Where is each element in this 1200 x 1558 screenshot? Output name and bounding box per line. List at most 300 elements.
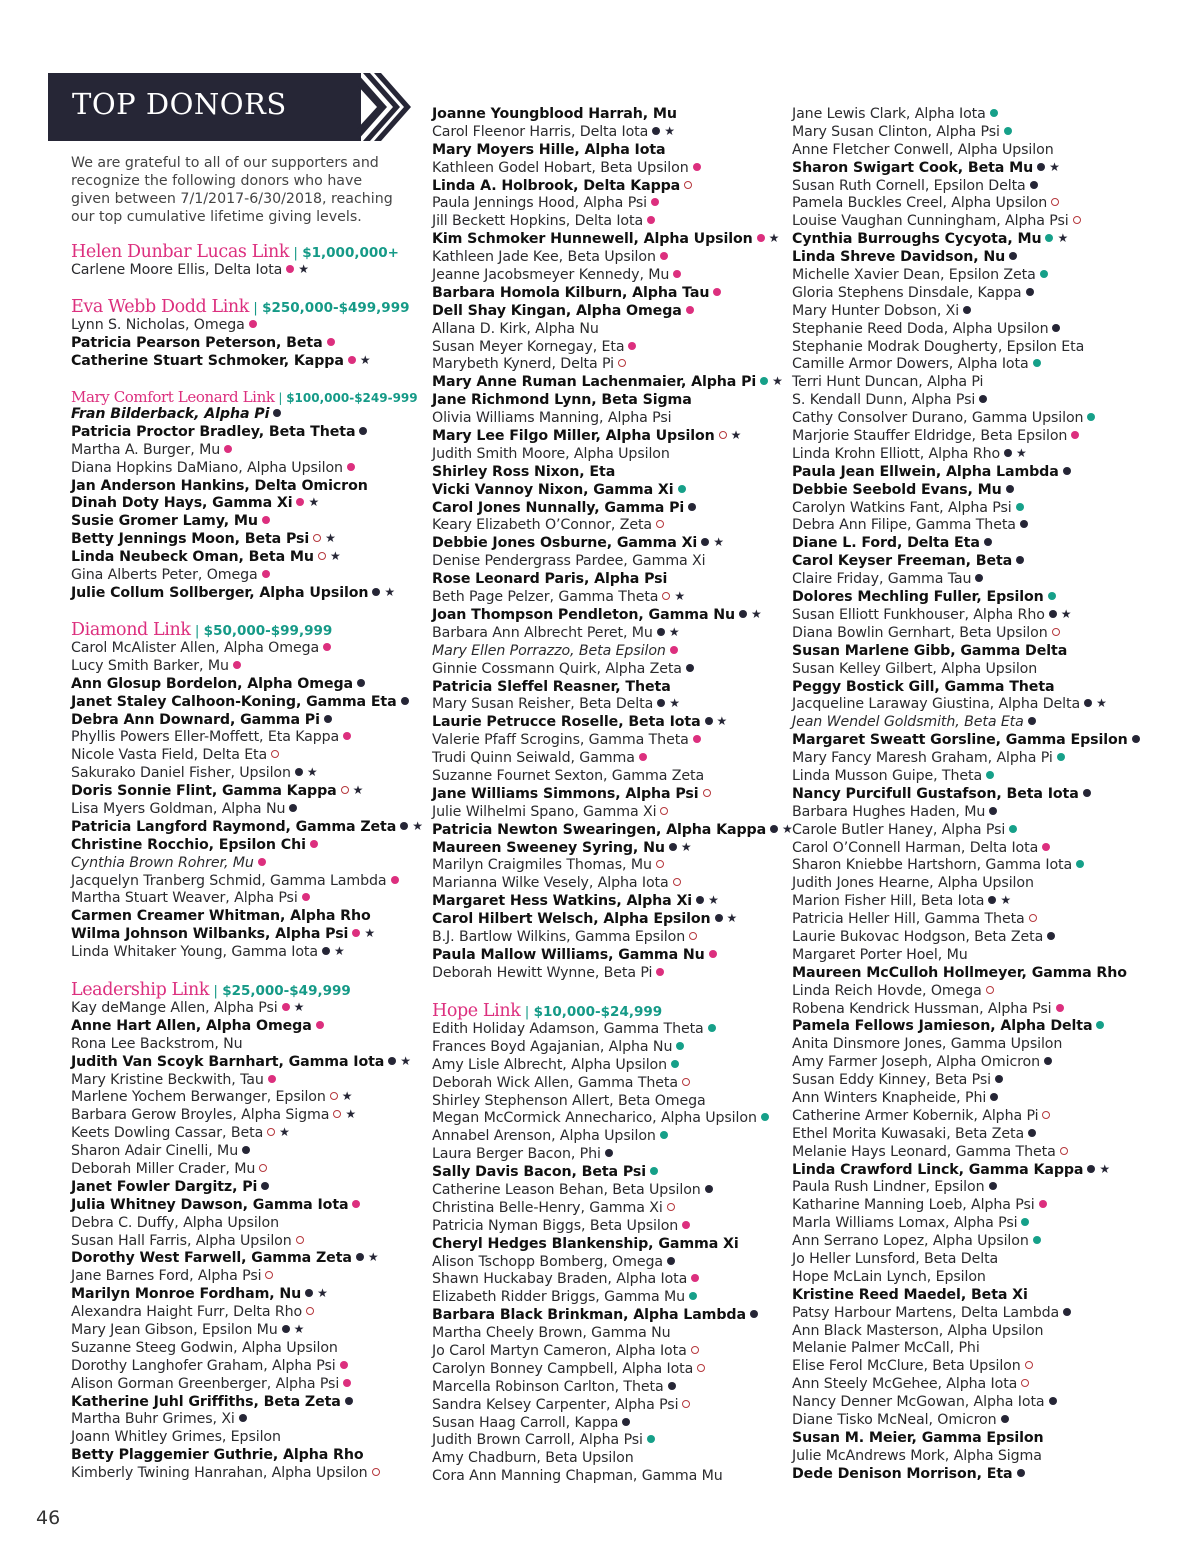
donor-entry	[71, 1286, 411, 1304]
donor-name: Annabel Arenson, Alpha Upsilon	[432, 1128, 656, 1145]
donor-entry	[432, 893, 793, 911]
ring-icon	[318, 552, 326, 560]
donor-name: Shirley Ross Nixon, Eta	[432, 463, 616, 480]
donor-entry	[432, 1218, 769, 1236]
donor-name: Deborah Miller Crader, Mu	[71, 1161, 256, 1178]
pink-dot-icon	[352, 1200, 360, 1208]
pink-dot-icon	[268, 1075, 276, 1083]
pink-dot-icon	[682, 1221, 690, 1229]
donor-name: Carolyn Bonney Campbell, Alpha Iota	[432, 1360, 694, 1377]
donor-list-helen	[71, 262, 309, 280]
star-icon: ★	[772, 374, 783, 389]
donor-name: Frances Boyd Agajanian, Alpha Nu	[432, 1038, 673, 1055]
donor-entry	[432, 213, 793, 231]
donor-name: Betty Plaggemier Guthrie, Alpha Rho	[71, 1447, 364, 1464]
ring-icon	[1025, 1361, 1033, 1369]
pink-dot-icon	[691, 1274, 699, 1282]
dark-dot-icon	[989, 1182, 997, 1190]
donor-name: Mary Lee Filgo Miller, Alpha Upsilon	[432, 428, 715, 445]
dark-dot-icon	[1049, 610, 1057, 618]
donor-name: Peggy Bostick Gill, Gamma Theta	[792, 678, 1055, 695]
donor-entry	[71, 1268, 411, 1286]
pink-dot-icon	[628, 342, 636, 350]
pink-dot-icon	[1039, 1200, 1047, 1208]
donor-name: Catherine Armer Kobernik, Alpha Pi	[792, 1107, 1039, 1124]
dark-dot-icon	[669, 843, 677, 851]
pink-dot-icon	[647, 216, 655, 224]
donor-entry	[432, 714, 793, 732]
pink-dot-icon	[660, 252, 668, 260]
donor-name: Ann Serrano Lopez, Alpha Upsilon	[792, 1233, 1029, 1250]
page-title: TOP DONORS	[72, 87, 287, 121]
dark-dot-icon	[979, 395, 987, 403]
donor-entry	[71, 1340, 411, 1358]
star-icon: ★	[708, 893, 719, 908]
donor-name: Betty Jennings Moon, Beta Psi	[71, 531, 310, 548]
donor-name: Patricia Proctor Bradley, Beta Theta	[71, 423, 356, 440]
donor-entry	[432, 875, 793, 893]
dark-dot-icon	[295, 768, 303, 776]
donor-entry	[432, 804, 793, 822]
star-icon: ★	[329, 549, 341, 564]
donor-entry	[71, 1233, 411, 1251]
donor-entry	[432, 1379, 769, 1397]
donor-name: Carol Hilbert Welsch, Alpha Epsilon	[432, 911, 711, 928]
donor-name: Barbara Homola Kilburn, Alpha Tau	[432, 284, 710, 301]
pink-dot-icon	[258, 858, 266, 866]
donor-entry	[792, 1376, 1140, 1394]
teal-dot-icon	[760, 377, 768, 385]
donor-name: Joan Thompson Pendleton, Gamma Nu	[432, 606, 736, 623]
donor-entry	[432, 428, 793, 446]
teal-dot-icon	[676, 1042, 684, 1050]
donor-name: Carol Jones Nunnally, Gamma Pi	[432, 499, 685, 516]
donor-entry	[792, 607, 1140, 625]
teal-dot-icon	[986, 771, 994, 779]
star-icon: ★	[1016, 445, 1027, 460]
star-icon: ★	[325, 531, 336, 546]
donor-name: Olivia Williams Manning, Alpha Psi	[432, 410, 672, 427]
donor-name: Jo Heller Lunsford, Beta Delta	[792, 1251, 999, 1267]
dark-dot-icon	[988, 896, 996, 904]
donor-entry	[792, 643, 1140, 661]
pink-dot-icon	[639, 753, 647, 761]
donor-name: Louise Vaughan Cunningham, Alpha Psi	[792, 213, 1069, 230]
donor-entry	[432, 178, 793, 196]
donor-entry	[71, 1197, 411, 1215]
donor-name: Patsy Harbour Martens, Delta Lambda	[792, 1304, 1060, 1321]
dark-dot-icon	[1087, 1165, 1095, 1173]
dark-dot-icon	[688, 503, 696, 511]
donor-name: Lisa Myers Goldman, Alpha Nu	[71, 801, 286, 818]
donor-entry	[71, 1000, 411, 1018]
donor-name: Patricia Sleffel Reasner, Theta	[432, 678, 671, 695]
donor-name: Mary Fancy Maresh Graham, Alpha Pi	[792, 750, 1053, 767]
pink-dot-icon	[709, 950, 717, 958]
donor-entry	[792, 857, 1140, 875]
donor-name: Linda Crawford Linck, Gamma Kappa	[792, 1161, 1084, 1178]
donor-entry	[71, 478, 395, 496]
donor-name: Laura Berger Bacon, Phi	[432, 1146, 601, 1163]
donor-name: Ann Glosup Bordelon, Alpha Omega	[71, 675, 353, 692]
dark-dot-icon	[1028, 1129, 1036, 1137]
donor-name: Sally Davis Bacon, Beta Psi	[432, 1164, 647, 1181]
donor-entry	[71, 640, 423, 658]
donor-entry	[792, 1001, 1140, 1019]
donor-entry	[432, 1021, 769, 1039]
dark-dot-icon	[1083, 789, 1091, 797]
donor-entry	[792, 1394, 1140, 1412]
pink-dot-icon	[757, 234, 765, 242]
donor-name: Jacqueline Laraway Giustina, Alpha Delta	[792, 696, 1081, 713]
dark-dot-icon	[622, 1418, 630, 1426]
star-icon: ★	[1096, 696, 1107, 711]
dark-dot-icon	[1132, 735, 1140, 743]
donor-entry	[432, 410, 793, 428]
donor-name: Nancy Purcifull Gustafson, Beta Iota	[792, 785, 1079, 802]
ring-icon	[271, 750, 279, 758]
donor-name: Julie Collum Sollberger, Alpha Upsilon	[71, 584, 369, 601]
donor-entry	[792, 1305, 1140, 1323]
donor-name: Patricia Newton Swearingen, Alpha Kappa	[432, 821, 767, 838]
donor-name: Dell Shay Kingan, Alpha Omega	[432, 302, 682, 319]
ring-icon	[341, 786, 349, 794]
donor-entry	[71, 442, 395, 460]
star-icon: ★	[352, 783, 364, 798]
donor-entry	[432, 142, 793, 160]
pink-dot-icon	[282, 1003, 290, 1011]
donor-entry	[432, 160, 793, 178]
star-icon: ★	[674, 589, 686, 604]
donor-name: Ginnie Cossmann Quirk, Alpha Zeta	[432, 660, 682, 677]
donor-entry	[432, 1039, 769, 1057]
donor-entry	[71, 531, 395, 549]
donor-name: Lynn S. Nicholas, Omega	[71, 317, 245, 333]
dark-dot-icon	[1044, 1057, 1052, 1065]
donor-name: Cora Ann Manning Chapman, Gamma Mu	[432, 1468, 723, 1485]
donor-name: Dolores Mechling Fuller, Epsilon	[792, 589, 1044, 606]
donor-entry	[432, 1307, 769, 1325]
dark-dot-icon	[701, 538, 709, 546]
pink-dot-icon	[713, 288, 721, 296]
donor-name: Laurie Bukovac Hodgson, Beta Zeta	[792, 928, 1044, 945]
teal-dot-icon	[1016, 503, 1024, 511]
donor-name: Kay deMange Allen, Alpha Psi	[71, 1000, 278, 1016]
donor-name: Janet Fowler Dargitz, Pi	[71, 1178, 258, 1195]
donor-entry	[432, 303, 793, 321]
donor-name: Diana Bowlin Gernhart, Beta Upsilon	[792, 624, 1048, 641]
donor-name: Jan Anderson Hankins, Delta Omicron	[71, 477, 368, 494]
ring-icon	[296, 1236, 304, 1244]
donor-entry	[432, 1182, 769, 1200]
donor-name: Julie Wilhelmi Spano, Gamma Xi	[432, 803, 657, 820]
donor-name: Diane L. Ford, Delta Eta	[792, 535, 980, 552]
pink-dot-icon	[1042, 843, 1050, 851]
dark-dot-icon	[401, 697, 409, 705]
donor-name: Dinah Doty Hays, Gamma Xi	[71, 495, 293, 512]
donor-entry	[71, 1358, 411, 1376]
donor-name: Diane Tisko McNeal, Omicron	[792, 1412, 997, 1429]
donor-name: Valerie Pfaff Scrogins, Gamma Theta	[432, 732, 689, 749]
donor-entry	[792, 339, 1140, 357]
donor-entry	[792, 768, 1140, 786]
donor-name: Linda Neubeck Oman, Beta Mu	[71, 549, 314, 566]
donor-entry	[71, 567, 395, 585]
donor-entry	[432, 1200, 769, 1218]
donor-name: B.J. Bartlow Wilkins, Gamma Epsilon	[432, 928, 686, 945]
donor-entry	[432, 965, 793, 983]
donor-entry	[432, 625, 793, 643]
star-icon: ★	[1000, 893, 1012, 908]
donor-entry	[71, 944, 423, 962]
teal-dot-icon	[1087, 413, 1095, 421]
heading-hope-link: Hope Link | $10,000-$24,999	[432, 1001, 663, 1021]
donor-name: Margaret Sweatt Gorsline, Gamma Epsilon	[792, 732, 1128, 749]
donor-name: Susan Meyer Kornegay, Eta	[432, 338, 625, 355]
donor-entry	[792, 428, 1140, 446]
donor-name: Debbie Jones Osburne, Gamma Xi	[432, 535, 698, 552]
donor-name: Barbara Hughes Haden, Mu	[792, 803, 986, 820]
donor-name: Katharine Manning Loeb, Alpha Psi	[792, 1197, 1035, 1214]
donor-entry	[432, 392, 793, 410]
teal-dot-icon	[1004, 127, 1012, 135]
pink-dot-icon	[693, 735, 701, 743]
donor-entry	[71, 585, 395, 603]
donor-entry	[432, 750, 793, 768]
donor-entry	[792, 464, 1140, 482]
donor-name: Shawn Huckabay Braden, Alpha Iota	[432, 1271, 688, 1288]
donor-entry	[432, 356, 793, 374]
donor-name: Sharon Kniebbe Hartshorn, Gamma Iota	[792, 857, 1073, 874]
donor-entry	[432, 1093, 769, 1111]
ring-icon	[259, 1164, 267, 1172]
donor-entry	[71, 353, 371, 371]
donor-name: Barbara Gerow Broyles, Alpha Sigma	[71, 1107, 330, 1124]
donor-entry	[432, 124, 793, 142]
teal-dot-icon	[1076, 860, 1084, 868]
donor-name: Rose Leonard Paris, Alpha Psi	[432, 571, 668, 588]
donor-name: Suzanne Steeg Godwin, Alpha Upsilon	[71, 1339, 338, 1356]
teal-dot-icon	[1033, 359, 1041, 367]
dark-dot-icon	[400, 822, 408, 830]
dark-dot-icon	[1001, 1415, 1009, 1423]
donor-name: Deborah Wick Allen, Gamma Theta	[432, 1074, 678, 1091]
donor-name: Patricia Langford Raymond, Gamma Zeta	[71, 818, 397, 835]
donor-entry	[71, 1143, 411, 1161]
donor-entry	[792, 392, 1140, 410]
star-icon: ★	[751, 606, 762, 621]
donor-entry	[71, 1411, 411, 1429]
donor-list-diamond	[71, 640, 423, 962]
donor-entry	[792, 195, 1140, 213]
donor-entry	[792, 929, 1140, 947]
donor-entry	[792, 553, 1140, 571]
donor-entry	[792, 1269, 1140, 1287]
dark-dot-icon	[770, 825, 778, 833]
donor-entry	[792, 482, 1140, 500]
donor-entry	[792, 1054, 1140, 1072]
pink-dot-icon	[296, 498, 304, 506]
donor-name: Linda Krohn Elliott, Alpha Rho	[792, 445, 1001, 462]
donor-name: Susie Gromer Lamy, Mu	[71, 513, 258, 530]
donor-entry	[432, 822, 793, 840]
donor-entry	[432, 1468, 769, 1486]
dark-dot-icon	[1026, 288, 1034, 296]
pink-dot-icon	[262, 570, 270, 578]
donor-list-hope	[432, 1021, 769, 1486]
donor-name: Judith Smith Moore, Alpha Upsilon	[432, 445, 670, 462]
donor-entry	[432, 1325, 769, 1343]
donor-entry	[71, 317, 371, 335]
teal-dot-icon	[671, 1060, 679, 1068]
heading-mary-comfort-leonard-link: Mary Comfort Leonard Link | $100,000-$249-999	[71, 388, 418, 406]
donor-name: Linda A. Holbrook, Delta Kappa	[432, 177, 681, 194]
donor-name: Carol O’Connell Harman, Delta Iota	[792, 839, 1039, 856]
donor-entry	[432, 321, 793, 339]
donor-entry	[792, 356, 1140, 374]
ring-icon	[682, 1078, 690, 1086]
donor-name: Linda Reich Hovde, Omega	[792, 982, 982, 999]
donor-name: Marianna Wilke Vesely, Alpha Iota	[432, 875, 669, 892]
donor-name: S. Kendall Dunn, Alpha Psi	[792, 392, 976, 409]
donor-entry	[792, 1412, 1140, 1430]
dark-dot-icon	[652, 127, 660, 135]
donor-name: Martha Cheely Brown, Gamma Nu	[432, 1325, 671, 1342]
donor-entry	[792, 213, 1140, 231]
star-icon: ★	[1060, 606, 1072, 621]
heading-eva-webb-dodd-link: Eva Webb Dodd Link | $250,000-$499,999	[71, 297, 410, 317]
donor-name: Marlene Yochem Berwanger, Epsilon	[71, 1089, 326, 1106]
donor-name: Mary Ellen Porrazzo, Beta Epsilon	[432, 642, 666, 659]
dark-dot-icon	[990, 1093, 998, 1101]
donor-entry	[432, 464, 793, 482]
donor-name: Susan Kelley Gilbert, Alpha Upsilon	[792, 660, 1038, 677]
donor-name: Kathleen Jade Kee, Beta Upsilon	[432, 249, 656, 266]
ring-icon	[689, 932, 697, 940]
donor-entry	[792, 1448, 1140, 1466]
donor-entry	[792, 1179, 1140, 1197]
teal-dot-icon	[1096, 1021, 1104, 1029]
donor-entry	[71, 1054, 411, 1072]
pink-dot-icon	[233, 661, 241, 669]
teal-dot-icon	[1045, 234, 1053, 242]
donor-entry	[71, 1018, 411, 1036]
donor-name: Paula Mallow Williams, Gamma Nu	[432, 946, 705, 963]
ring-icon	[618, 359, 626, 367]
ring-icon	[330, 1092, 338, 1100]
star-icon: ★	[782, 821, 793, 836]
teal-dot-icon	[689, 1292, 697, 1300]
pink-dot-icon	[343, 1379, 351, 1387]
teal-dot-icon	[650, 1167, 658, 1175]
dark-dot-icon	[1030, 181, 1038, 189]
donor-entry	[71, 1179, 411, 1197]
dark-dot-icon	[1016, 556, 1024, 564]
donor-entry	[432, 840, 793, 858]
dark-dot-icon	[1028, 717, 1036, 725]
star-icon: ★	[333, 944, 345, 959]
pink-dot-icon	[224, 445, 232, 453]
star-icon: ★	[716, 714, 728, 729]
donor-name: Allana D. Kirk, Alpha Nu	[432, 320, 599, 337]
donor-name: Marilyn Monroe Fordham, Nu	[71, 1286, 302, 1303]
donor-entry	[432, 696, 793, 714]
donor-entry	[71, 1376, 411, 1394]
donor-entry	[792, 750, 1140, 768]
pink-dot-icon	[302, 893, 310, 901]
ring-icon	[660, 807, 668, 815]
donor-name: Anne Fletcher Conwell, Alpha Upsilon	[792, 141, 1054, 158]
donor-name: Cynthia Brown Rohrer, Mu	[71, 854, 254, 871]
donor-entry	[792, 679, 1140, 697]
donor-entry	[792, 589, 1140, 607]
ring-icon	[313, 534, 321, 542]
dark-dot-icon	[1047, 932, 1055, 940]
star-icon: ★	[668, 624, 680, 639]
donor-name: Stephanie Reed Doda, Alpha Upsilon	[792, 320, 1049, 337]
dark-dot-icon	[388, 1057, 396, 1065]
dark-dot-icon	[989, 807, 997, 815]
donor-name: Catherine Stuart Schmoker, Kappa	[71, 352, 344, 369]
donor-entry	[432, 339, 793, 357]
ring-icon	[684, 181, 692, 189]
donor-entry	[71, 747, 423, 765]
donor-name: Terri Hunt Duncan, Alpha Pi	[792, 374, 984, 391]
donor-name: Barbara Black Brinkman, Alpha Lambda	[432, 1307, 746, 1324]
donor-entry	[432, 1415, 769, 1433]
donor-entry	[432, 786, 793, 804]
donor-name: Rona Lee Backstrom, Nu	[71, 1035, 243, 1052]
donor-name: Carol Keyser Freeman, Beta	[792, 553, 1013, 570]
donor-entry	[432, 267, 793, 285]
dark-dot-icon	[1006, 485, 1014, 493]
donor-entry	[792, 446, 1140, 464]
pink-dot-icon	[673, 270, 681, 278]
donor-entry	[432, 1450, 769, 1468]
donor-entry	[792, 1018, 1140, 1036]
donor-name: Melanie Hays Leonard, Gamma Theta	[792, 1143, 1056, 1160]
donor-entry	[432, 1075, 769, 1093]
teal-dot-icon	[660, 1131, 668, 1139]
dark-dot-icon	[324, 715, 332, 723]
pink-dot-icon	[316, 1021, 324, 1029]
donor-name: Pamela Fellows Jamieson, Alpha Delta	[792, 1018, 1093, 1035]
donor-entry	[792, 625, 1140, 643]
donor-entry	[432, 661, 793, 679]
donor-name: Nancy Denner McGowan, Alpha Iota	[792, 1394, 1045, 1411]
donor-entry	[432, 1057, 769, 1075]
donor-name: Shirley Stephenson Allert, Beta Omega	[432, 1092, 706, 1109]
star-icon: ★	[768, 231, 780, 246]
star-icon: ★	[400, 1053, 411, 1068]
ring-icon	[719, 431, 727, 439]
donor-entry	[71, 1215, 411, 1233]
donor-name: Sandra Kelsey Carpenter, Alpha Psi	[432, 1396, 679, 1413]
dark-dot-icon	[345, 1397, 353, 1405]
star-icon: ★	[726, 911, 738, 926]
donor-name: Kimberly Twining Hanrahan, Alpha Upsilon	[71, 1465, 368, 1482]
star-icon: ★	[713, 535, 724, 550]
donor-name: Paula Rush Lindner, Epsilon	[792, 1179, 985, 1196]
teal-dot-icon	[1021, 1218, 1029, 1226]
donor-entry	[71, 1429, 411, 1447]
donor-name: Robena Kendrick Hussman, Alpha Psi	[792, 1000, 1052, 1017]
dark-dot-icon	[1063, 1308, 1071, 1316]
donor-name: Susan M. Meier, Gamma Epsilon	[792, 1429, 1044, 1446]
donor-entry	[792, 1358, 1140, 1376]
donor-name: Amy Farmer Joseph, Alpha Omicron	[792, 1054, 1041, 1071]
donor-name: Maureen Sweeney Syring, Nu	[432, 839, 665, 856]
